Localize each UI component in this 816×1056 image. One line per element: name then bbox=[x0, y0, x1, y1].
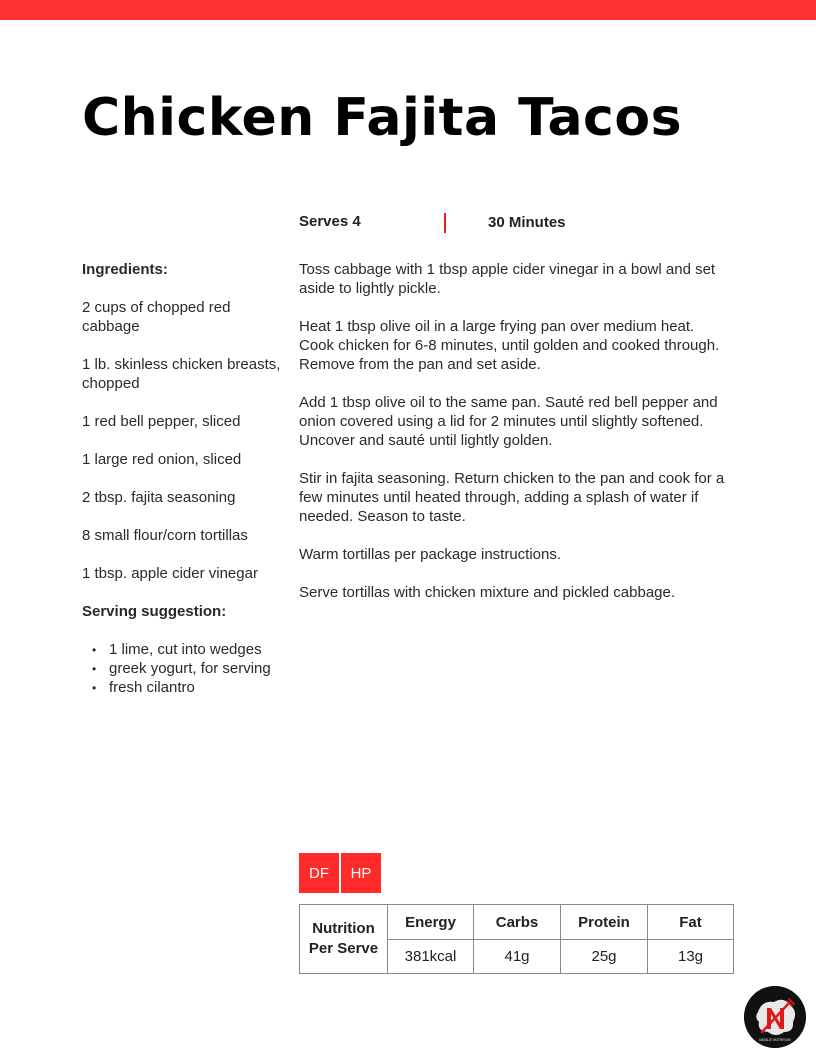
nutrition-header-energy: Energy bbox=[388, 905, 474, 940]
method-step: Heat 1 tbsp olive oil in a large frying pan over medium heat. Cook chicken for 6-8 minutes, until golden and cooked through. Remove from the pan and set aside. bbox=[299, 318, 720, 373]
method-step: Serve tortillas with chicken mixture and pickled cabbage. bbox=[299, 584, 676, 601]
serving-suggestion-item: • greek yogurt, for serving bbox=[109, 659, 287, 678]
nutrition-value-protein: 25g bbox=[561, 940, 648, 974]
nutrition-header-row bbox=[300, 905, 734, 940]
serving-suggestion-item: • fresh cilantro bbox=[109, 678, 287, 697]
recipe-title: Chicken Fajita Tacos bbox=[82, 88, 683, 148]
nutrition-header-carbs: Carbs bbox=[474, 905, 561, 940]
method-step: Warm tortillas per package instructions. bbox=[299, 546, 562, 563]
nutrition-header-protein: Protein bbox=[561, 905, 648, 940]
ingredient-item: 8 small flour/corn tortillas bbox=[82, 527, 248, 544]
time-info: 30 Minutes bbox=[488, 214, 566, 231]
ingredients-heading: Ingredients: bbox=[82, 261, 168, 278]
serving-suggestion-item: • 1 lime, cut into wedges bbox=[109, 640, 287, 659]
diet-tag-hp: HP bbox=[341, 853, 381, 893]
logo-text: NATALIE NUTRITION bbox=[759, 1038, 791, 1042]
nutrition-value-fat: 13g bbox=[648, 940, 734, 974]
method-step: Toss cabbage with 1 tbsp apple cider vinegar in a bowl and set aside to lightly pickle. bbox=[299, 261, 716, 297]
diet-tags bbox=[299, 853, 381, 893]
ingredient-item: 1 tbsp. apple cider vinegar bbox=[82, 565, 258, 582]
serves-info: Serves 4 bbox=[299, 213, 361, 230]
method-step: Stir in fajita seasoning. Return chicken to the pan and cook for a few minutes until heated through, adding a splash of water if needed. Season to taste. bbox=[299, 470, 725, 525]
ingredient-item: 1 red bell pepper, sliced bbox=[82, 413, 241, 430]
nutrition-table bbox=[299, 904, 734, 974]
ingredients-column bbox=[82, 260, 287, 697]
nutrition-label-cell bbox=[300, 905, 388, 974]
nutrition-header-fat: Fat bbox=[648, 905, 734, 940]
brand-logo-icon bbox=[744, 986, 806, 1048]
nutrition-label-line2: Per Serve bbox=[308, 940, 379, 957]
ingredient-item: 1 lb. skinless chicken breasts, chopped bbox=[82, 356, 281, 392]
top-accent-bar bbox=[0, 0, 816, 20]
meta-divider bbox=[444, 213, 446, 233]
ingredient-item: 2 tbsp. fajita seasoning bbox=[82, 489, 236, 506]
diet-tag-df: DF bbox=[299, 853, 339, 893]
nutrition-value-energy: 381kcal bbox=[388, 940, 474, 974]
serving-suggestion-heading: Serving suggestion: bbox=[82, 603, 227, 620]
ingredient-item: 1 large red onion, sliced bbox=[82, 451, 242, 468]
serving-suggestion-list bbox=[82, 640, 287, 697]
brand-logo-graphic bbox=[744, 986, 806, 1048]
ingredient-item: 2 cups of chopped red cabbage bbox=[82, 299, 231, 335]
method-step: Add 1 tbsp olive oil to the same pan. Sauté red bell pepper and onion covered using a lid for 2 minutes until slightly softened. Uncover and sauté until lightly golden. bbox=[299, 394, 718, 449]
method-column bbox=[299, 260, 729, 602]
nutrition-label-line1: Nutrition bbox=[312, 920, 375, 937]
nutrition-value-carbs: 41g bbox=[474, 940, 561, 974]
